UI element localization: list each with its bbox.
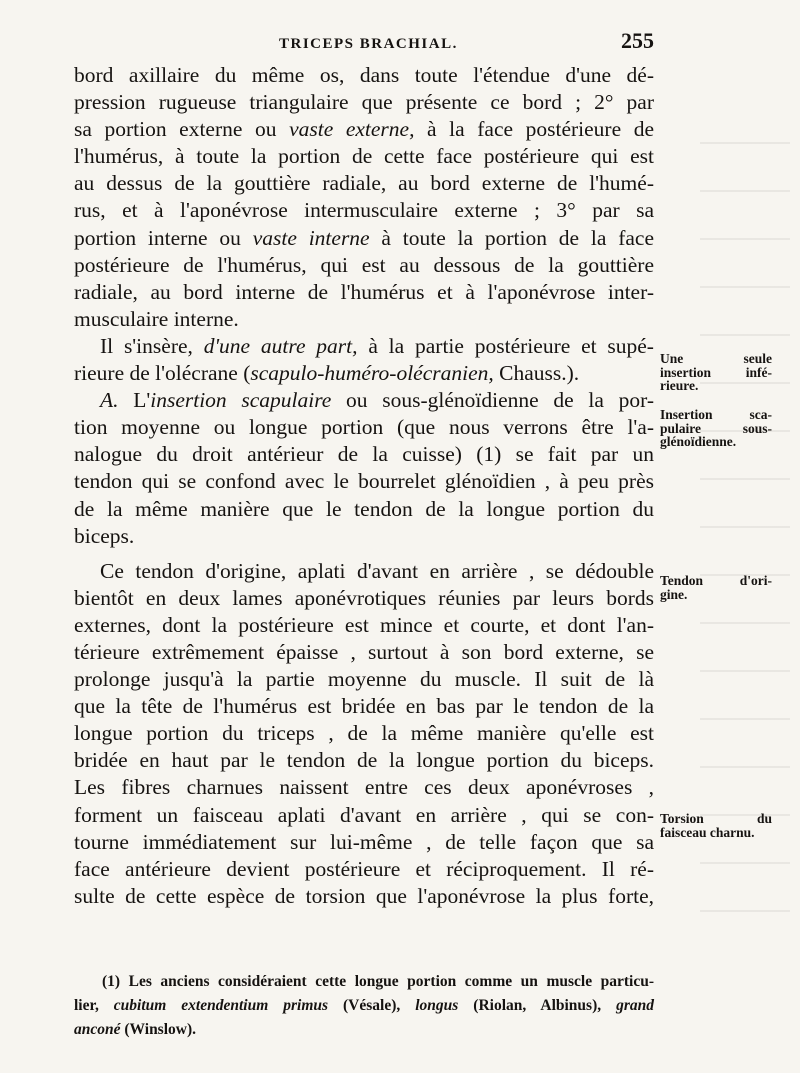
margin-note-line: glénoïdienne. <box>660 434 737 449</box>
body-text <box>74 62 654 910</box>
italic-term: d'une autre part, <box>203 333 358 358</box>
text-run: (Winslow). <box>120 1021 197 1038</box>
text-run: ou sous-glénoïdienne de la por- <box>331 388 655 413</box>
margin-note-line: gine. <box>660 586 688 602</box>
text-line: bord axillaire du même os, dans toute l'étendue d'une dé- <box>74 63 654 87</box>
text-run: Chauss.). <box>493 361 580 386</box>
margin-note-line: faisceau charnu. <box>660 824 755 840</box>
page-header <box>74 28 654 60</box>
text-run: à toute la portion de la face <box>369 225 654 250</box>
text-line: au dessus de la gouttière radiale, au bord externe de l'humé- <box>74 171 654 196</box>
margin-note-insertion-inferieure <box>660 352 772 393</box>
text-line: pression rugueuse triangulaire que présente ce bord ; 2° par <box>74 90 654 115</box>
margin-note-line: Torsion du <box>660 811 772 826</box>
text-line <box>74 360 654 387</box>
margin-note-line: pulaire sous- <box>660 420 772 436</box>
text-line: rus, et à l'aponévrose intermusculaire externe ; 3° par sa <box>74 198 654 223</box>
margin-note-line: Insertion sca- <box>660 407 772 422</box>
text-line: forment un faisceau aplati d'avant en arrière , qui se con- <box>74 802 654 827</box>
italic-term: cubitum extendentium primus <box>113 997 329 1014</box>
text-run: (Vésale), <box>328 997 416 1014</box>
margin-note-tendon-origine <box>660 574 772 601</box>
italic-term: longus <box>415 997 459 1014</box>
text-line: l'humérus, à toute la portion de cette face postérieure qui est <box>74 144 654 169</box>
page-number: 255 <box>621 28 654 53</box>
text-line: musculaire interne. <box>74 306 239 331</box>
running-title: TRICEPS BRACHIAL. <box>279 36 458 52</box>
italic-term: grand <box>616 997 654 1014</box>
margin-note-line: insertion infé- <box>660 364 772 380</box>
text-line: face antérieure devient postérieure et réciproquement. Il ré- <box>74 856 654 881</box>
text-line: Ce tendon d'origine, aplati d'avant en arrière , se dédouble <box>100 558 654 583</box>
show-through-shadow <box>700 120 790 920</box>
text-line: bridée en haut par le tendon de la longue portion du biceps. <box>74 748 654 773</box>
text-line: externes, dont la postérieure est mince et courte, et dont l'an- <box>74 612 654 637</box>
footnote-line: (1) Les anciens considéraient cette longue portion comme un muscle particu- <box>102 973 654 990</box>
text-line <box>74 333 654 360</box>
text-line: prolonge jusqu'à la partie moyenne du muscle. Il suit de là <box>74 667 654 692</box>
footnote <box>74 970 654 1042</box>
text-run: lier, <box>74 997 114 1014</box>
text-line: que la tête de l'humérus est bridée en bas par le tendon de la <box>74 694 654 719</box>
text-line: térieure extrêmement épaisse , surtout à son bord externe, se <box>74 639 654 664</box>
text-run: à la face postérieure de <box>414 117 654 142</box>
text-line: Les fibres charnues naissent entre ces deux aponévroses , <box>74 775 654 800</box>
text-line: postérieure de l'humérus, qui est au dessous de la gouttière <box>74 252 654 277</box>
text-line <box>74 116 654 143</box>
text-line: longue portion du triceps , de la même manière qu'elle est <box>74 721 654 746</box>
text-line: radiale, au bord interne de l'humérus et à l'aponévrose inter- <box>74 279 654 304</box>
italic-term: vaste externe, <box>289 117 415 142</box>
footnote-line <box>74 994 654 1018</box>
text-line: biceps. <box>74 523 135 548</box>
margin-note-line: Tendon d'ori- <box>660 573 772 588</box>
italic-term: anconé <box>74 1021 121 1038</box>
text-line: de la même manière que le tendon de la longue portion du <box>74 496 654 521</box>
text-line: nalogue du droit antérieur de la cuisse) (1) se fait par un <box>74 442 654 467</box>
text-line: tourne immédiatement sur lui-même , de telle façon que sa <box>74 829 654 854</box>
text-line <box>74 225 654 252</box>
section-letter: A. <box>100 388 119 413</box>
margin-note-line: Une seule <box>660 351 772 366</box>
text-run: sa portion externe ou <box>74 117 290 142</box>
footnote-line <box>74 1018 654 1042</box>
margin-note-insertion-scapulaire <box>660 408 772 449</box>
text-line: tendon qui se confond avec le bourrelet glénoïdien , à peu près <box>74 469 654 494</box>
italic-term: insertion scapulaire <box>150 388 332 413</box>
margin-note-torsion <box>660 812 772 839</box>
text-line: tion moyenne ou longue portion (que nous verrons être l'a- <box>74 415 654 440</box>
text-run: Il s'insère, <box>100 333 204 358</box>
italic-term: scapulo-huméro-olécranien, <box>250 361 494 386</box>
text-line <box>74 387 654 414</box>
text-line: sulte de cette espèce de torsion que l'aponévrose la plus forte, <box>74 883 654 908</box>
text-run: rieure de l'olécrane ( <box>74 361 251 386</box>
text-run: portion interne ou <box>74 225 253 250</box>
text-run: à la partie postérieure et supé- <box>357 333 654 358</box>
italic-term: vaste interne <box>252 225 370 250</box>
text-run: L' <box>118 388 151 413</box>
margin-note-line: rieure. <box>660 378 699 393</box>
text-run: (Riolan, Albinus), <box>458 997 617 1014</box>
text-line: bientôt en deux lames aponévrotiques réunies par leurs bords <box>74 585 654 610</box>
